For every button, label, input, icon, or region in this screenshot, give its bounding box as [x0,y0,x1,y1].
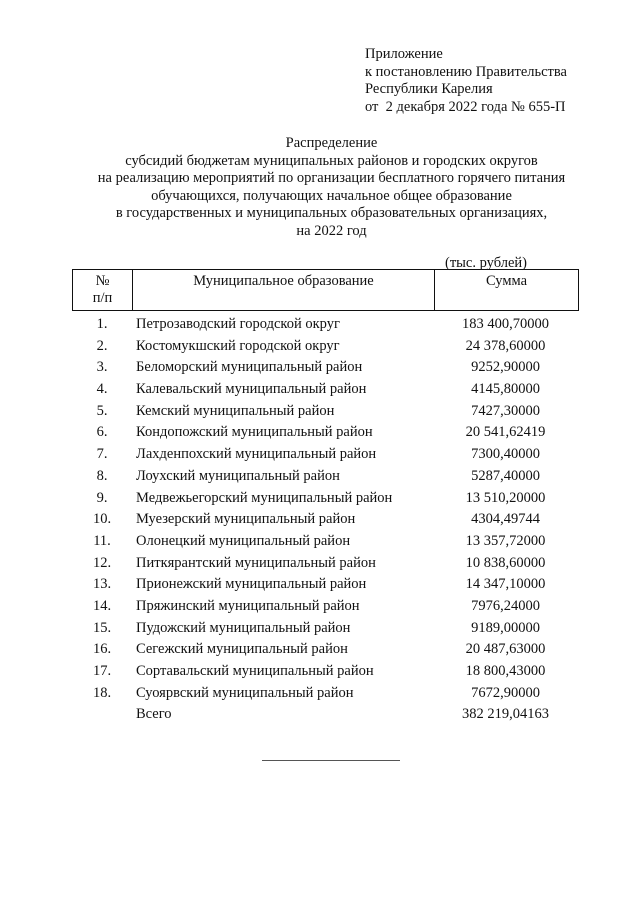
table-row [72,509,579,531]
row-number: 15. [92,619,112,636]
row-number: 3. [96,359,108,376]
table-row [72,314,579,336]
row-number: 2. [96,337,108,354]
row-sum: 4145,80000 [471,381,540,398]
title-line: Распределение [285,135,378,151]
row-municipality: Медвежьегорский муниципальный район [136,489,393,506]
table-row [72,661,579,683]
row-sum: 7672,90000 [471,684,540,701]
row-sum: 9252,90000 [471,359,540,376]
appendix-line: Республики Карелия [365,81,493,97]
appendix-line: Приложение [365,46,443,62]
appendix-block [365,46,567,116]
row-number: 11. [93,532,111,549]
table-row [72,336,579,358]
appendix-date-line: от 2 декабря 2022 года № 655-П [365,98,566,115]
title-line: обучающихся, получающих начальное общее образование [151,187,512,204]
row-number: 1. [96,316,108,332]
row-number: 16. [92,641,112,658]
title-line: на 2022 год [296,222,367,239]
row-municipality: Сортавальский муниципальный район [136,663,374,679]
row-municipality: Олонецкий муниципальный район [136,532,351,549]
row-municipality: Пряжинский муниципальный район [136,597,360,614]
header-name-cell: Муниципальное образование [133,270,435,310]
row-sum: 183 400,70000 [462,316,549,332]
row-sum: 7976,24000 [471,597,540,614]
row-sum: 13 357,72000 [465,532,546,549]
table-row [72,466,579,488]
row-sum: 7427,30000 [471,402,540,419]
units-label: (тыс. рублей) [445,255,527,271]
header-number-cell [73,270,133,310]
total-sum: 382 219,04163 [462,706,549,723]
table-row [72,553,579,575]
end-divider [262,760,400,761]
title-line: в государственных и муниципальных образовательных организациях, [115,205,548,221]
row-number: 17. [92,663,112,679]
row-municipality: Муезерский муниципальный район [136,511,356,528]
table-total-row [72,704,579,726]
row-number: 4. [96,381,108,398]
table-row [72,531,579,553]
row-sum: 18 800,43000 [465,663,546,679]
row-municipality: Костомукшский городской округ [136,337,340,354]
row-sum: 20 541,62419 [465,424,546,441]
table-row [72,444,579,466]
row-number: 13. [92,576,112,593]
table-row [72,574,579,596]
row-number: 18. [92,684,112,701]
row-municipality: Пудожский муниципальный район [136,619,351,636]
row-number: 14. [92,597,112,614]
row-sum: 24 378,60000 [465,337,546,354]
row-sum: 5287,40000 [471,467,540,484]
row-number: 10. [92,511,112,528]
table-row [72,422,579,444]
total-label: Всего [136,706,172,723]
table-row [72,379,579,401]
row-municipality: Калевальский муниципальный район [136,381,367,398]
row-municipality: Лоухский муниципальный район [136,467,340,484]
row-municipality: Лахденпохский муниципальный район [136,446,377,463]
row-number: 8. [96,467,108,484]
title-line: на реализацию мероприятий по организации бесплатного горячего питания [97,170,566,186]
row-sum: 13 510,20000 [465,489,546,506]
row-sum: 4304,49744 [471,511,540,528]
table-row [72,488,579,510]
row-municipality: Прионежский муниципальный район [136,576,367,593]
row-sum: 20 487,63000 [465,641,546,658]
row-municipality: Кондопожский муниципальный район [136,424,373,441]
row-sum: 7300,40000 [471,446,540,463]
row-municipality: Питкярантский муниципальный район [136,554,376,571]
row-municipality: Суоярвский муниципальный район [136,684,354,701]
row-number: 9. [96,489,108,506]
row-number: 6. [96,424,108,441]
row-municipality: Сегежский муниципальный район [136,641,348,658]
table-row [72,639,579,661]
row-municipality: Беломорский муниципальный район [136,359,363,376]
row-municipality: Петрозаводский городской округ [136,316,340,332]
row-sum: 9189,00000 [471,619,540,636]
header-sum-cell: Сумма [485,273,528,289]
table-row [72,596,579,618]
appendix-line: к постановлению Правительства [365,63,567,80]
header-number-label: № [95,273,110,289]
table-header [72,269,579,311]
title-line: субсидий бюджетам муниципальных районов и городских округов [125,152,538,169]
table-row [72,401,579,423]
row-sum: 14 347,10000 [465,576,546,593]
header-number-label-2: п/п [92,290,113,306]
row-number: 5. [96,402,108,419]
table-row [72,683,579,705]
row-number: 12. [92,554,112,571]
row-municipality: Кемский муниципальный район [136,402,335,419]
table-row [72,357,579,379]
table-row [72,618,579,640]
document-title [0,135,640,240]
row-sum: 10 838,60000 [465,554,546,571]
row-number: 7. [96,446,108,463]
table-body [72,314,579,726]
